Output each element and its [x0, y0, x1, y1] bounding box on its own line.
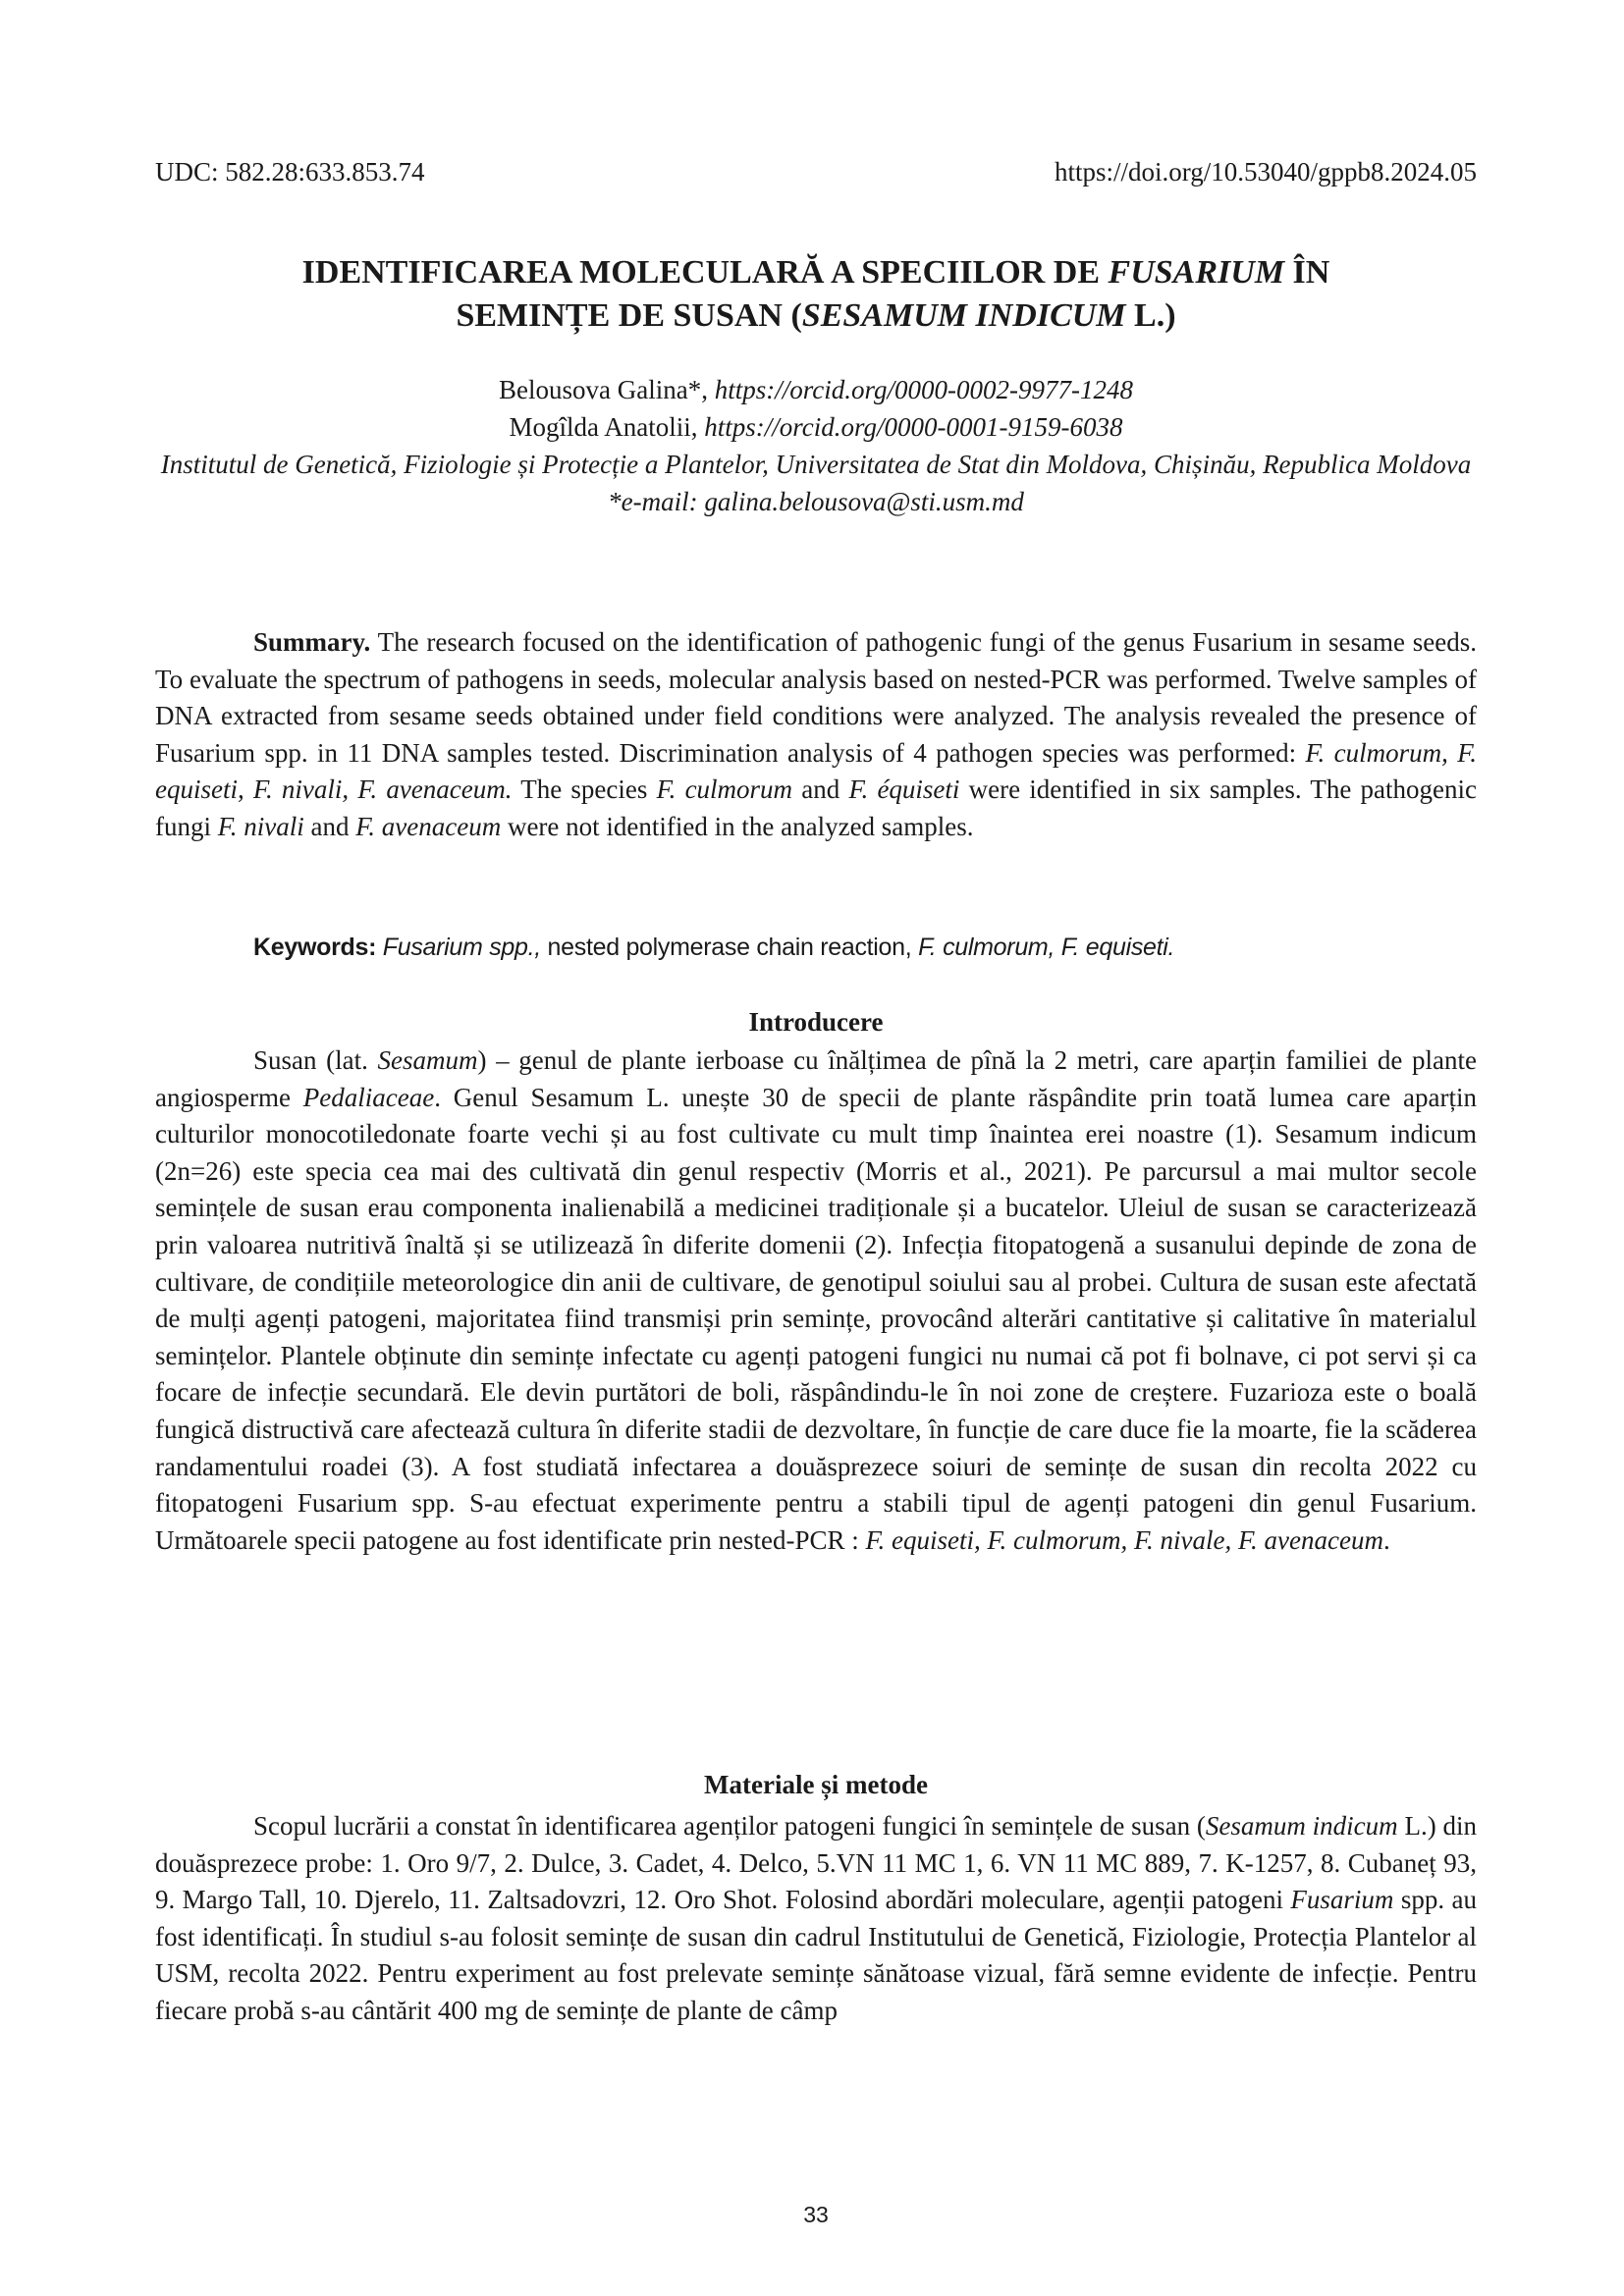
orcid-link-1[interactable]: https://orcid.org/0000-0002-9977-1248: [714, 375, 1133, 404]
keywords-label: Keywords:: [253, 934, 377, 961]
author-block: [155, 371, 1477, 520]
summary-paragraph: Summary. The research focused on the identification of pathogenic fungi of the genus Fusarium in sesame seeds. To evaluate the spectrum of pathogens in seeds, molecular analysis based on nested-PCR was performed. Twelve samples of DNA extracted from sesame seeds obtained under field conditions were analyzed. The analysis revealed the presence of Fusarium spp. in 11 DNA samples tested. Discrimination analysis of 4 pathogen species was performed: F. culmorum, F. equiseti, F. nivali, F. avenaceum. The species F. culmorum and F. équiseti were identified in six samples. The pathogenic fungi F. nivali and F. avenaceum were not identified in the analyzed samples.: [155, 627, 1477, 841]
author-1: Belousova Galina*, https://orcid.org/0000-0002-9977-1248: [499, 375, 1133, 404]
heading-materiale-metode: Materiale și metode: [704, 1770, 928, 1799]
heading-introducere: Introducere: [748, 1007, 884, 1037]
author-2: Mogîlda Anatolii, https://orcid.org/0000-0001-9159-6038: [509, 412, 1123, 442]
page-number: 33: [803, 2202, 829, 2227]
orcid-link-2[interactable]: https://orcid.org/0000-0001-9159-6038: [704, 412, 1123, 442]
summary-label: Summary.: [253, 627, 371, 657]
email-line: *e-mail: galina.belousova@sti.usm.md: [608, 487, 1024, 516]
udc-code: UDC: 582.28:633.853.74: [155, 157, 425, 187]
paper-title: IDENTIFICAREA MOLECULARĂ A SPECIILOR DE FUSARIUM ÎN SEMINȚE DE SUSAN (SESAMUM INDICUM L.): [301, 254, 1330, 334]
intro-paragraph: Susan (lat. Sesamum) – genul de plante ierboase cu înălțimea de pînă la 2 metri, care aparțin familiei de plante angiosperme Pedaliaceae. Genul Sesamum L. unește 30 de specii de plante răspândite prin toată lumea care aparțin culturilor monocotiledonate foarte vechi și au fost cultivate cu mult timp înaintea erei noastre (1). Sesamum indicum (2n=26) este specia cea mai des cultivată din genul respectiv (Morris et al., 2021). Pe parcursul a mai multor secole semințele de susan erau componenta inalienabilă a medicinei tradiționale și a bucatelor. Uleiul de susan se caracterizează prin valoarea nutritivă înaltă și se utilizează în diferite domenii (2). Infecția fitopatogenă a susanului depinde de zona de cultivare, de condițiile meteorologice din anii de cultivare, de genotipul soiului sau al probei. Cultura de susan este afectată de mulți agenți patogeni, majoritatea fiind transmiși prin semințe, provocând alterări cantitative și calitative în materialul semințelor. Plantele obținute din semințe infectate cu agenți patogeni fungici nu numai că pot fi bolnave, ci pot servi și ca focare de infecție secundară. Ele devin purtători de boli, răspândindu-le în noi zone de creștere. Fuzarioza este o boală fungică distructivă care afectează cultura în diferite stadii de dezvoltare, în funcție de care duce fie la moarte, fie la scăderea randamentului roadei (3). A fost studiată infectarea a douăsprezece soiuri de semințe de susan din recolta 2022 cu fitopatogeni Fusarium spp. S-au efectuat experimente pentru a stabili tipul de agenți patogeni din genul Fusarium. Următoarele specii patogene au fost identificate prin nested-PCR : F. equiseti, F. culmorum, F. nivale, F. avenaceum.: [155, 1045, 1478, 1555]
doi-link[interactable]: https://doi.org/10.53040/gppb8.2024.05: [1054, 157, 1477, 187]
affiliation: Institutul de Genetică, Fiziologie și Protecție a Plantelor, Universitatea de Stat din Moldova, Chișinău, Republica Moldova: [160, 450, 1472, 479]
keywords-line: Keywords: Fusarium spp., nested polymerase chain reaction, F. culmorum, F. equiseti.: [253, 934, 1175, 961]
methods-paragraph: Scopul lucrării a constat în identificarea agenților patogeni fungici în semințele de susan (Sesamum indicum L.) din douăsprezece probe: 1. Oro 9/7, 2. Dulce, 3. Cadet, 4. Delco, 5.VN 11 MC 1, 6. VN 11 MC 889, 7. K-1257, 8. Cubaneț 93, 9. Margo Tall, 10. Djerelo, 11. Zaltsadovzri, 12. Oro Shot. Folosind abordări moleculare, agenții patogeni Fusarium spp. au fost identificați. În studiul s-au folosit semințe de susan din cadrul Institutului de Genetică, Fiziologie, Protecția Plantelor al USM, recolta 2022. Pentru experiment au fost prelevate semințe sănătoase vizual, fără semne evidente de infecție. Pentru fiecare probă s-au cântărit 400 mg de semințe de plante de câmp: [155, 1811, 1477, 2025]
